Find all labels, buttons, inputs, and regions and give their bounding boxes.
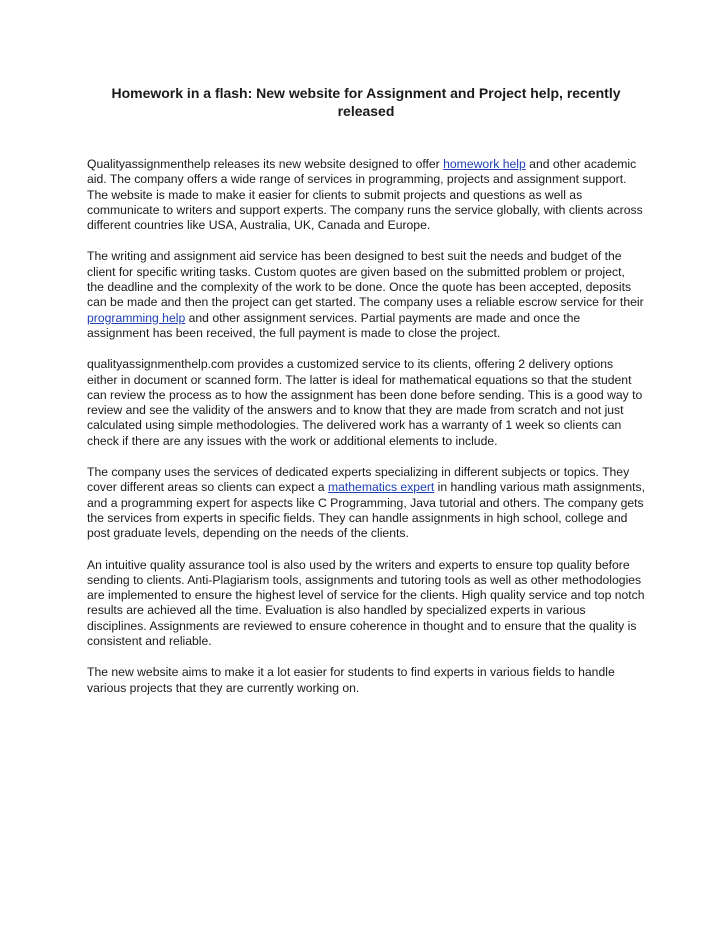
programming-help-link[interactable]: programming help — [87, 310, 186, 325]
document-page — [87, 84, 645, 712]
paragraph-closing: The new website aims to make it a lot easier for students to find experts in various fields to handle various projects that they are currently working on. — [87, 665, 615, 695]
paragraph-experts — [87, 465, 645, 541]
homework-help-link[interactable]: homework help — [443, 157, 526, 171]
paragraph-text: The company uses the services of dedicated experts specializing in different subjects or topics. They cover different areas so clients can expect a — [87, 465, 630, 495]
paragraph-text: Qualityassignmenthelp releases its new website designed to offer — [87, 157, 444, 171]
paragraph-quality: An intuitive quality assurance tool is also used by the writers and experts to ensure top quality before sending to clients. Anti-Plagiarism tools, assignments and tutoring tools as well as other methodologies are implemented to ensure the highest level of service for the clients. High quality service and top notch results are achieved all the time. Evaluation is also handled by specialized experts in various disciplines. Assignments are reviewed to ensure coherence in thought and to ensure that the quality is consistent and reliable. — [87, 557, 645, 649]
mathematics-expert-link[interactable]: mathematics expert — [327, 480, 435, 495]
paragraph-text: and other assignment services. Partial payments are made and once the assignment has been received, the full payment is made to close the project. — [87, 310, 581, 340]
paragraph-text: in handling various math assignments, and a programming expert for aspects like C Programming, Java tutorial and others. The company gets the services from experts in specific fields. They can handle assignments in high school, college and post graduate levels, depending on the needs of the clients. — [87, 480, 645, 541]
paragraph-text: The writing and assignment aid service has been designed to best suit the needs and budget of the client for specific writing tasks. Custom quotes are given based on the submitted problem or project, the deadline and the complexity of the work to be done. Once the quote has been accepted, deposits can be made and then the project can get started. The company uses a reliable escrow service for their — [87, 249, 644, 310]
paragraph-delivery: qualityassignmenthelp.com provides a customized service to its clients, offering 2 delivery options either in document or scanned form. The latter is ideal for mathematical equations so that the student can review the process as to how the assignment has been done before sending. This is a good way to review and see the validity of the answers and to know that they are made from scratch and not just calculated using simple methodologies. The delivered work has a warranty of 1 week so clients can check if there are any issues with the work or additional elements to include. — [87, 357, 643, 448]
paragraph-intro — [87, 157, 645, 233]
document-title: Homework in a flash: New website for Assignment and Project help, recently released — [111, 85, 621, 119]
paragraph-service — [87, 249, 645, 341]
paragraph-text: and other academic aid. The company offers a wide range of services in programming, projects and assignment support. The website is made to make it easier for clients to submit projects and questions as well as communicate to writers and support experts. The company runs the service globally, with clients across different countries like USA, Australia, UK, Canada and Europe. — [87, 157, 643, 233]
